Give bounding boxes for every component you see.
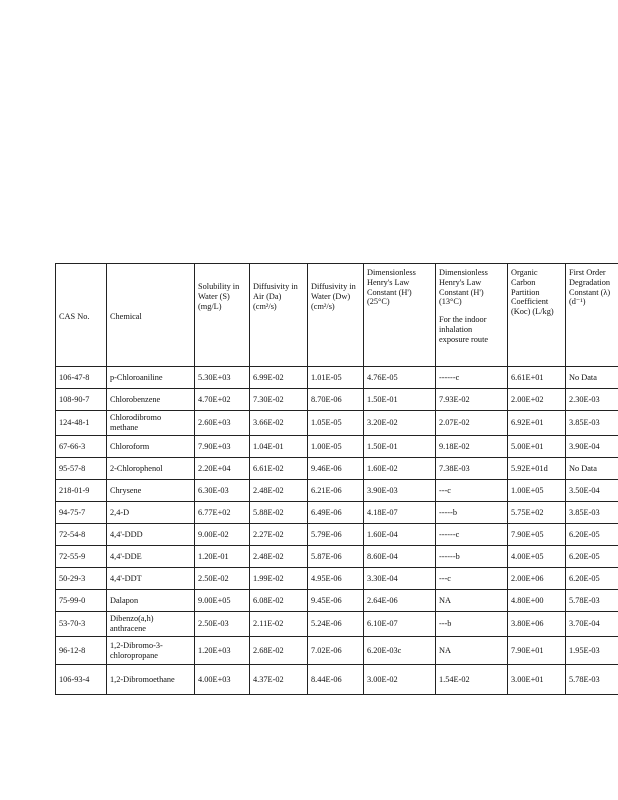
table-row [56, 612, 618, 637]
degradation-cell: 3.50E-04 [566, 480, 618, 502]
koc-cell: 5.75E+02 [508, 502, 566, 524]
degradation-cell: 6.20E-05 [566, 568, 618, 590]
henry-25c-cell: 1.60E-04 [364, 524, 436, 546]
header-diffusivity-air: Diffusivity in Air (Da) (cm²/s) [250, 264, 308, 367]
koc-cell: 6.61E+01 [508, 367, 566, 389]
chemical-properties-table [55, 263, 618, 695]
cas-cell: 95-57-8 [56, 458, 107, 480]
cas-cell: 67-66-3 [56, 436, 107, 458]
diffusivity-air-cell: 2.68E-02 [250, 637, 308, 665]
table-row [56, 389, 618, 411]
degradation-cell: 3.90E-04 [566, 436, 618, 458]
henry-13c-cell: 1.54E-02 [436, 665, 508, 695]
chemical-cell: 4,4'-DDD [107, 524, 195, 546]
cas-cell: 106-93-4 [56, 665, 107, 695]
solubility-cell: 1.20E+03 [195, 637, 250, 665]
table-row [56, 411, 618, 436]
henry-25c-cell: 8.60E-04 [364, 546, 436, 568]
solubility-cell: 7.90E+03 [195, 436, 250, 458]
henry-25c-cell: 3.00E-02 [364, 665, 436, 695]
henry-13c-cell: -----b [436, 502, 508, 524]
chemical-cell: Chrysene [107, 480, 195, 502]
table-row [56, 637, 618, 665]
header-henry-13c: Dimensionless Henry's Law Constant (H') (13°C) For the indoor inhalation exposure route [436, 264, 508, 367]
diffusivity-air-cell: 2.27E-02 [250, 524, 308, 546]
henry-13c-cell: ------b [436, 546, 508, 568]
table-row [56, 524, 618, 546]
table-row [56, 665, 618, 695]
koc-cell: 4.80E+00 [508, 590, 566, 612]
diffusivity-air-cell: 5.88E-02 [250, 502, 308, 524]
table-row [56, 590, 618, 612]
header-henry-25c: Dimensionless Henry's Law Constant (H') (25°C) [364, 264, 436, 367]
diffusivity-air-cell: 7.30E-02 [250, 389, 308, 411]
cas-cell: 75-99-0 [56, 590, 107, 612]
cas-cell: 53-70-3 [56, 612, 107, 637]
table-row [56, 480, 618, 502]
chemical-cell: 4,4'-DDE [107, 546, 195, 568]
table-row [56, 367, 618, 389]
diffusivity-water-cell: 1.01E-05 [308, 367, 364, 389]
koc-cell: 6.92E+01 [508, 411, 566, 436]
diffusivity-water-cell: 8.44E-06 [308, 665, 364, 695]
diffusivity-water-cell: 6.21E-06 [308, 480, 364, 502]
henry-25c-cell: 3.20E-02 [364, 411, 436, 436]
solubility-cell: 9.00E-02 [195, 524, 250, 546]
degradation-cell: 5.78E-03 [566, 665, 618, 695]
chemical-cell: Chlorobenzene [107, 389, 195, 411]
henry-25c-cell: 4.76E-05 [364, 367, 436, 389]
chemical-cell: 2-Chlorophenol [107, 458, 195, 480]
header-cas: CAS No. [56, 264, 107, 367]
diffusivity-water-cell: 6.49E-06 [308, 502, 364, 524]
cas-cell: 108-90-7 [56, 389, 107, 411]
cas-cell: 96-12-8 [56, 637, 107, 665]
table-row [56, 458, 618, 480]
chemical-cell: Chlorodibromo methane [107, 411, 195, 436]
diffusivity-water-cell: 8.70E-06 [308, 389, 364, 411]
henry-13c-cell: 7.38E-03 [436, 458, 508, 480]
header-chemical: Chemical [107, 264, 195, 367]
koc-cell: 2.00E+06 [508, 568, 566, 590]
diffusivity-air-cell: 3.66E-02 [250, 411, 308, 436]
degradation-cell: 5.78E-03 [566, 590, 618, 612]
degradation-cell: No Data [566, 367, 618, 389]
degradation-cell: 6.20E-05 [566, 524, 618, 546]
solubility-cell: 2.60E+03 [195, 411, 250, 436]
diffusivity-air-cell: 6.99E-02 [250, 367, 308, 389]
henry-13c-cell: ---b [436, 612, 508, 637]
chemical-cell: 2,4-D [107, 502, 195, 524]
henry-25c-cell: 3.30E-04 [364, 568, 436, 590]
diffusivity-water-cell: 4.95E-06 [308, 568, 364, 590]
chemical-cell: Dibenzo(a,h) anthracene [107, 612, 195, 637]
koc-cell: 3.00E+01 [508, 665, 566, 695]
header-degradation: First Order Degradation Constant (λ) (d⁻¹) [566, 264, 618, 367]
chemical-cell: 4,4'-DDT [107, 568, 195, 590]
henry-25c-cell: 6.20E-03c [364, 637, 436, 665]
henry-25c-cell: 1.50E-01 [364, 436, 436, 458]
chemical-cell: Dalapon [107, 590, 195, 612]
header-koc: Organic Carbon Partition Coefficient (Koc) (L/kg) [508, 264, 566, 367]
koc-cell: 5.92E+01d [508, 458, 566, 480]
solubility-cell: 9.00E+05 [195, 590, 250, 612]
cas-cell: 50-29-3 [56, 568, 107, 590]
diffusivity-water-cell: 7.02E-06 [308, 637, 364, 665]
header-row [56, 264, 618, 367]
chemical-cell: Chloroform [107, 436, 195, 458]
koc-cell: 7.90E+05 [508, 524, 566, 546]
degradation-cell: 3.85E-03 [566, 411, 618, 436]
henry-13c-cell: ---c [436, 480, 508, 502]
diffusivity-water-cell: 1.00E-05 [308, 436, 364, 458]
chemical-cell: p-Chloroaniline [107, 367, 195, 389]
diffusivity-air-cell: 2.48E-02 [250, 546, 308, 568]
henry-25c-cell: 2.64E-06 [364, 590, 436, 612]
diffusivity-air-cell: 2.48E-02 [250, 480, 308, 502]
degradation-cell: 3.70E-04 [566, 612, 618, 637]
degradation-cell: 2.30E-03 [566, 389, 618, 411]
degradation-cell: 3.85E-03 [566, 502, 618, 524]
solubility-cell: 1.20E-01 [195, 546, 250, 568]
diffusivity-water-cell: 1.05E-05 [308, 411, 364, 436]
henry-13c-cell: NA [436, 637, 508, 665]
diffusivity-water-cell: 9.46E-06 [308, 458, 364, 480]
cas-cell: 72-54-8 [56, 524, 107, 546]
solubility-cell: 5.30E+03 [195, 367, 250, 389]
diffusivity-air-cell: 4.37E-02 [250, 665, 308, 695]
header-solubility: Solubility in Water (S) (mg/L) [195, 264, 250, 367]
diffusivity-air-cell: 1.99E-02 [250, 568, 308, 590]
diffusivity-water-cell: 5.79E-06 [308, 524, 364, 546]
table-row [56, 502, 618, 524]
header-henry-13c-note: For the indoor inhalation exposure route [439, 315, 489, 344]
chemical-cell: 1,2-Dibromoethane [107, 665, 195, 695]
henry-25c-cell: 1.50E-01 [364, 389, 436, 411]
degradation-cell: No Data [566, 458, 618, 480]
henry-25c-cell: 3.90E-03 [364, 480, 436, 502]
cas-cell: 94-75-7 [56, 502, 107, 524]
diffusivity-air-cell: 1.04E-01 [250, 436, 308, 458]
henry-25c-cell: 1.60E-02 [364, 458, 436, 480]
cas-cell: 218-01-9 [56, 480, 107, 502]
henry-25c-cell: 6.10E-07 [364, 612, 436, 637]
koc-cell: 7.90E+01 [508, 637, 566, 665]
solubility-cell: 4.70E+02 [195, 389, 250, 411]
solubility-cell: 4.00E+03 [195, 665, 250, 695]
solubility-cell: 2.50E-02 [195, 568, 250, 590]
koc-cell: 3.80E+06 [508, 612, 566, 637]
diffusivity-water-cell: 9.45E-06 [308, 590, 364, 612]
cas-cell: 124-48-1 [56, 411, 107, 436]
henry-13c-cell: ------c [436, 524, 508, 546]
diffusivity-air-cell: 2.11E-02 [250, 612, 308, 637]
table-row [56, 436, 618, 458]
henry-13c-cell: ---c [436, 568, 508, 590]
henry-13c-cell: 9.18E-02 [436, 436, 508, 458]
henry-25c-cell: 4.18E-07 [364, 502, 436, 524]
solubility-cell: 2.50E-03 [195, 612, 250, 637]
solubility-cell: 2.20E+04 [195, 458, 250, 480]
degradation-cell: 6.20E-05 [566, 546, 618, 568]
header-diffusivity-water: Diffusivity in Water (Dw) (cm²/s) [308, 264, 364, 367]
diffusivity-air-cell: 6.08E-02 [250, 590, 308, 612]
henry-13c-cell: NA [436, 590, 508, 612]
henry-13c-cell: 7.93E-02 [436, 389, 508, 411]
solubility-cell: 6.30E-03 [195, 480, 250, 502]
diffusivity-water-cell: 5.24E-06 [308, 612, 364, 637]
henry-13c-cell: 2.07E-02 [436, 411, 508, 436]
cas-cell: 72-55-9 [56, 546, 107, 568]
henry-13c-cell: ------c [436, 367, 508, 389]
cas-cell: 106-47-8 [56, 367, 107, 389]
table-row [56, 568, 618, 590]
koc-cell: 5.00E+01 [508, 436, 566, 458]
koc-cell: 1.00E+05 [508, 480, 566, 502]
diffusivity-water-cell: 5.87E-06 [308, 546, 364, 568]
table-row [56, 546, 618, 568]
solubility-cell: 6.77E+02 [195, 502, 250, 524]
diffusivity-air-cell: 6.61E-02 [250, 458, 308, 480]
chemical-cell: 1,2-Dibromo-3-chloropropane [107, 637, 195, 665]
degradation-cell: 1.95E-03 [566, 637, 618, 665]
koc-cell: 2.00E+02 [508, 389, 566, 411]
koc-cell: 4.00E+05 [508, 546, 566, 568]
